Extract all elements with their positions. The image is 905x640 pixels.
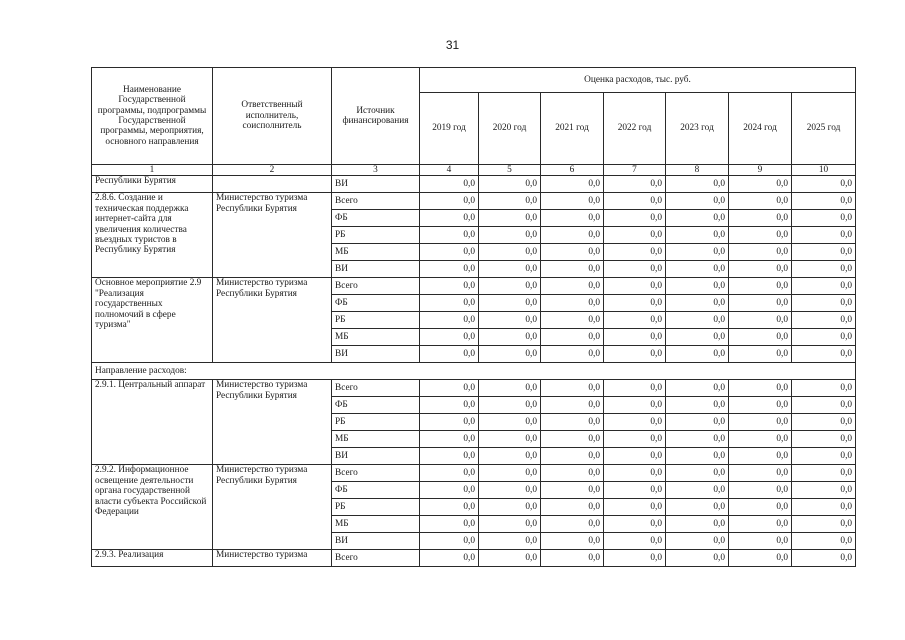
- value-cell: 0,0: [792, 414, 856, 431]
- column-number: 5: [479, 165, 541, 176]
- funding-source: ФБ: [332, 295, 420, 312]
- value-cell: 0,0: [604, 533, 666, 550]
- column-number: 6: [541, 165, 604, 176]
- value-cell: 0,0: [666, 312, 729, 329]
- value-cell: 0,0: [666, 431, 729, 448]
- value-cell: 0,0: [420, 329, 479, 346]
- value-cell: 0,0: [604, 465, 666, 482]
- value-cell: 0,0: [729, 210, 792, 227]
- funding-source: МБ: [332, 516, 420, 533]
- value-cell: 0,0: [792, 465, 856, 482]
- value-cell: 0,0: [541, 295, 604, 312]
- value-cell: 0,0: [541, 550, 604, 567]
- funding-source: ФБ: [332, 397, 420, 414]
- value-cell: 0,0: [479, 210, 541, 227]
- funding-source: РБ: [332, 414, 420, 431]
- header-year: 2019 год: [420, 93, 479, 165]
- value-cell: 0,0: [729, 414, 792, 431]
- value-cell: 0,0: [541, 346, 604, 363]
- value-cell: 0,0: [541, 312, 604, 329]
- funding-source: ФБ: [332, 210, 420, 227]
- value-cell: 0,0: [666, 516, 729, 533]
- value-cell: 0,0: [729, 295, 792, 312]
- value-cell: 0,0: [541, 448, 604, 465]
- funding-source: ВИ: [332, 261, 420, 278]
- responsible-executor: Министерство туризма Республики Бурятия: [213, 465, 332, 550]
- value-cell: 0,0: [792, 193, 856, 210]
- value-cell: 0,0: [666, 210, 729, 227]
- value-cell: 0,0: [420, 550, 479, 567]
- value-cell: 0,0: [729, 193, 792, 210]
- value-cell: 0,0: [541, 176, 604, 193]
- value-cell: 0,0: [604, 499, 666, 516]
- column-number: 7: [604, 165, 666, 176]
- table-header: [92, 68, 856, 176]
- value-cell: 0,0: [420, 516, 479, 533]
- value-cell: 0,0: [420, 380, 479, 397]
- value-cell: 0,0: [792, 448, 856, 465]
- value-cell: 0,0: [541, 261, 604, 278]
- funding-source: ВИ: [332, 346, 420, 363]
- value-cell: 0,0: [479, 414, 541, 431]
- value-cell: 0,0: [541, 244, 604, 261]
- funding-source: Всего: [332, 380, 420, 397]
- value-cell: 0,0: [729, 261, 792, 278]
- value-cell: 0,0: [479, 176, 541, 193]
- value-cell: 0,0: [420, 193, 479, 210]
- funding-source: ВИ: [332, 176, 420, 193]
- value-cell: 0,0: [666, 448, 729, 465]
- value-cell: 0,0: [420, 448, 479, 465]
- value-cell: 0,0: [604, 210, 666, 227]
- value-cell: 0,0: [666, 295, 729, 312]
- value-cell: 0,0: [541, 380, 604, 397]
- table-row: [92, 550, 856, 567]
- value-cell: 0,0: [792, 261, 856, 278]
- value-cell: 0,0: [420, 465, 479, 482]
- value-cell: 0,0: [420, 261, 479, 278]
- column-number: 3: [332, 165, 420, 176]
- value-cell: 0,0: [479, 346, 541, 363]
- table-row: [92, 465, 856, 482]
- value-cell: 0,0: [541, 499, 604, 516]
- funding-source: ВИ: [332, 448, 420, 465]
- value-cell: 0,0: [729, 465, 792, 482]
- value-cell: 0,0: [604, 261, 666, 278]
- responsible-executor: Министерство туризма: [213, 550, 332, 567]
- header-year: 2023 год: [666, 93, 729, 165]
- value-cell: 0,0: [541, 278, 604, 295]
- value-cell: 0,0: [479, 278, 541, 295]
- value-cell: 0,0: [479, 516, 541, 533]
- value-cell: 0,0: [420, 176, 479, 193]
- value-cell: 0,0: [541, 533, 604, 550]
- header-responsible: Ответственный исполнитель, соисполнитель: [213, 68, 332, 165]
- value-cell: 0,0: [666, 397, 729, 414]
- value-cell: 0,0: [604, 380, 666, 397]
- value-cell: 0,0: [729, 312, 792, 329]
- value-cell: 0,0: [479, 193, 541, 210]
- value-cell: 0,0: [479, 380, 541, 397]
- table-row: [92, 278, 856, 295]
- column-number: 10: [792, 165, 856, 176]
- section-row: [92, 363, 856, 380]
- value-cell: 0,0: [479, 499, 541, 516]
- value-cell: 0,0: [729, 448, 792, 465]
- value-cell: 0,0: [792, 397, 856, 414]
- funding-source: Всего: [332, 465, 420, 482]
- value-cell: 0,0: [420, 295, 479, 312]
- funding-source: МБ: [332, 329, 420, 346]
- table-row: [92, 176, 856, 193]
- value-cell: 0,0: [604, 312, 666, 329]
- header-year: 2020 год: [479, 93, 541, 165]
- value-cell: 0,0: [729, 380, 792, 397]
- table-row: [92, 380, 856, 397]
- value-cell: 0,0: [479, 244, 541, 261]
- table-row: [92, 193, 856, 210]
- header-source: Источник финансирования: [332, 68, 420, 165]
- value-cell: 0,0: [604, 482, 666, 499]
- value-cell: 0,0: [420, 431, 479, 448]
- value-cell: 0,0: [604, 550, 666, 567]
- value-cell: 0,0: [479, 550, 541, 567]
- table-body: [92, 176, 856, 567]
- value-cell: 0,0: [604, 278, 666, 295]
- value-cell: 0,0: [666, 550, 729, 567]
- value-cell: 0,0: [479, 329, 541, 346]
- value-cell: 0,0: [792, 227, 856, 244]
- value-cell: 0,0: [604, 329, 666, 346]
- value-cell: 0,0: [666, 227, 729, 244]
- value-cell: 0,0: [792, 431, 856, 448]
- page-number: 31: [445, 38, 460, 52]
- value-cell: 0,0: [666, 465, 729, 482]
- value-cell: 0,0: [420, 533, 479, 550]
- value-cell: 0,0: [666, 346, 729, 363]
- value-cell: 0,0: [792, 329, 856, 346]
- value-cell: 0,0: [792, 312, 856, 329]
- funding-source: ФБ: [332, 482, 420, 499]
- value-cell: 0,0: [604, 227, 666, 244]
- column-number: 8: [666, 165, 729, 176]
- value-cell: 0,0: [729, 550, 792, 567]
- value-cell: 0,0: [666, 261, 729, 278]
- value-cell: 0,0: [666, 193, 729, 210]
- value-cell: 0,0: [792, 346, 856, 363]
- value-cell: 0,0: [479, 261, 541, 278]
- value-cell: 0,0: [541, 193, 604, 210]
- value-cell: 0,0: [792, 516, 856, 533]
- value-cell: 0,0: [604, 414, 666, 431]
- funding-source: РБ: [332, 227, 420, 244]
- value-cell: 0,0: [479, 448, 541, 465]
- value-cell: 0,0: [792, 533, 856, 550]
- column-number: 4: [420, 165, 479, 176]
- value-cell: 0,0: [541, 227, 604, 244]
- value-cell: 0,0: [729, 499, 792, 516]
- value-cell: 0,0: [792, 482, 856, 499]
- value-cell: 0,0: [729, 244, 792, 261]
- header-year: 2025 год: [792, 93, 856, 165]
- responsible-executor: Министерство туризма Республики Бурятия: [213, 193, 332, 278]
- value-cell: 0,0: [420, 346, 479, 363]
- value-cell: 0,0: [420, 312, 479, 329]
- value-cell: 0,0: [729, 533, 792, 550]
- item-name: 2.9.1. Центральный аппарат: [92, 380, 213, 465]
- funding-source: Всего: [332, 550, 420, 567]
- value-cell: 0,0: [541, 397, 604, 414]
- value-cell: 0,0: [420, 414, 479, 431]
- value-cell: 0,0: [604, 176, 666, 193]
- value-cell: 0,0: [729, 397, 792, 414]
- value-cell: 0,0: [666, 278, 729, 295]
- funding-source: МБ: [332, 244, 420, 261]
- value-cell: 0,0: [729, 227, 792, 244]
- value-cell: 0,0: [420, 227, 479, 244]
- funding-source: РБ: [332, 312, 420, 329]
- value-cell: 0,0: [541, 431, 604, 448]
- value-cell: 0,0: [420, 244, 479, 261]
- value-cell: 0,0: [541, 329, 604, 346]
- header-name: Наименование Государственной программы, подпрограммы Государственной программы, мероприятия, основного направления: [92, 68, 213, 165]
- item-name: Основное мероприятие 2.9 "Реализация государственных полномочий в сфере туризма": [92, 278, 213, 363]
- item-name: 2.9.2. Информационное освещение деятельности органа государственной власти субъекта Российской Федерации: [92, 465, 213, 550]
- value-cell: 0,0: [479, 533, 541, 550]
- value-cell: 0,0: [479, 482, 541, 499]
- value-cell: 0,0: [666, 380, 729, 397]
- item-name: 2.8.6. Создание и техническая поддержка интернет-сайта для увеличения количества въездных туристов в Республику Бурятия: [92, 193, 213, 278]
- value-cell: 0,0: [604, 193, 666, 210]
- column-number: 2: [213, 165, 332, 176]
- value-cell: 0,0: [729, 431, 792, 448]
- value-cell: 0,0: [604, 448, 666, 465]
- value-cell: 0,0: [729, 516, 792, 533]
- header-year: 2022 год: [604, 93, 666, 165]
- value-cell: 0,0: [479, 465, 541, 482]
- value-cell: 0,0: [729, 278, 792, 295]
- value-cell: 0,0: [666, 244, 729, 261]
- value-cell: 0,0: [420, 482, 479, 499]
- responsible-executor: [213, 176, 332, 193]
- value-cell: 0,0: [792, 176, 856, 193]
- value-cell: 0,0: [604, 346, 666, 363]
- value-cell: 0,0: [792, 210, 856, 227]
- value-cell: 0,0: [666, 414, 729, 431]
- funding-source: РБ: [332, 499, 420, 516]
- value-cell: 0,0: [729, 346, 792, 363]
- value-cell: 0,0: [666, 533, 729, 550]
- value-cell: 0,0: [604, 431, 666, 448]
- value-cell: 0,0: [479, 397, 541, 414]
- responsible-executor: Министерство туризма Республики Бурятия: [213, 380, 332, 465]
- value-cell: 0,0: [792, 499, 856, 516]
- item-name: Республики Бурятия: [92, 176, 213, 193]
- funding-source: ВИ: [332, 533, 420, 550]
- value-cell: 0,0: [479, 295, 541, 312]
- header-year: 2024 год: [729, 93, 792, 165]
- value-cell: 0,0: [420, 278, 479, 295]
- column-number: 9: [729, 165, 792, 176]
- value-cell: 0,0: [666, 176, 729, 193]
- value-cell: 0,0: [666, 499, 729, 516]
- item-name: 2.9.3. Реализация: [92, 550, 213, 567]
- value-cell: 0,0: [479, 431, 541, 448]
- value-cell: 0,0: [479, 312, 541, 329]
- expenditure-table: [91, 67, 856, 567]
- value-cell: 0,0: [792, 550, 856, 567]
- funding-source: Всего: [332, 193, 420, 210]
- value-cell: 0,0: [420, 397, 479, 414]
- value-cell: 0,0: [729, 482, 792, 499]
- column-number: 1: [92, 165, 213, 176]
- value-cell: 0,0: [420, 210, 479, 227]
- header-year: 2021 год: [541, 93, 604, 165]
- value-cell: 0,0: [420, 499, 479, 516]
- header-estimate: Оценка расходов, тыс. руб.: [420, 68, 856, 93]
- value-cell: 0,0: [666, 482, 729, 499]
- value-cell: 0,0: [604, 516, 666, 533]
- value-cell: 0,0: [541, 210, 604, 227]
- value-cell: 0,0: [604, 295, 666, 312]
- value-cell: 0,0: [604, 397, 666, 414]
- funding-source: МБ: [332, 431, 420, 448]
- responsible-executor: Министерство туризма Республики Бурятия: [213, 278, 332, 363]
- value-cell: 0,0: [792, 244, 856, 261]
- value-cell: 0,0: [666, 329, 729, 346]
- section-label: Направление расходов:: [92, 363, 856, 380]
- value-cell: 0,0: [729, 329, 792, 346]
- value-cell: 0,0: [604, 244, 666, 261]
- value-cell: 0,0: [541, 482, 604, 499]
- value-cell: 0,0: [792, 295, 856, 312]
- funding-source: Всего: [332, 278, 420, 295]
- value-cell: 0,0: [479, 227, 541, 244]
- value-cell: 0,0: [541, 414, 604, 431]
- value-cell: 0,0: [541, 465, 604, 482]
- value-cell: 0,0: [729, 176, 792, 193]
- value-cell: 0,0: [792, 380, 856, 397]
- value-cell: 0,0: [541, 516, 604, 533]
- value-cell: 0,0: [792, 278, 856, 295]
